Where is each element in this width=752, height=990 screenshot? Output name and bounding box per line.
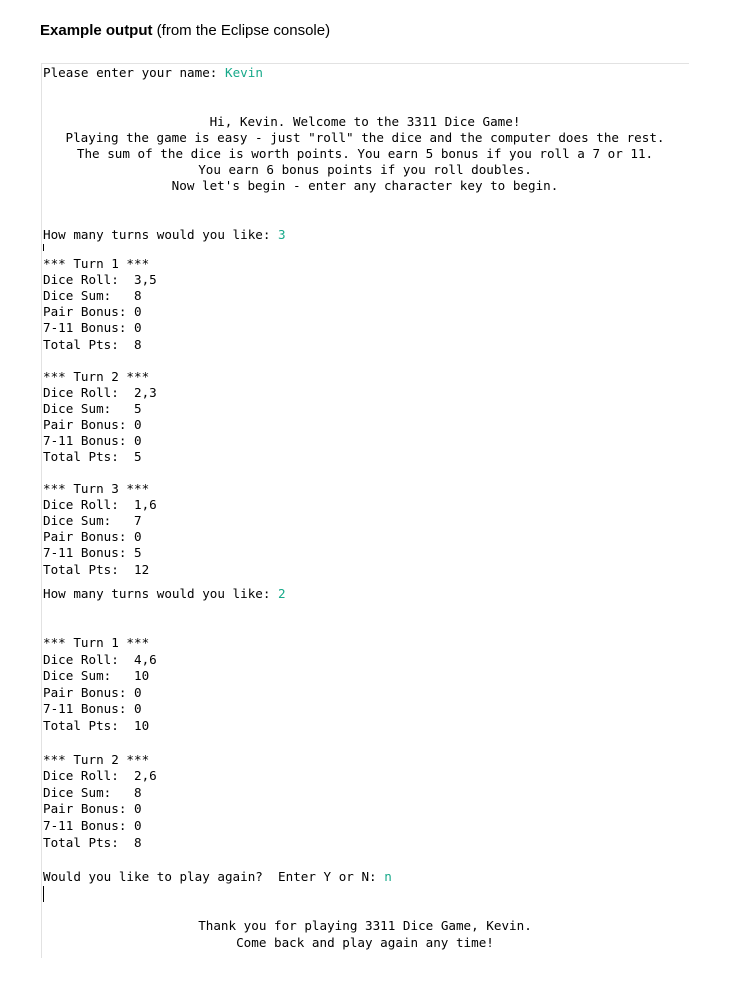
turns-prompt: How many turns would you like: — [43, 227, 279, 242]
dice-sum-line: Dice Sum: 5 — [43, 401, 142, 416]
heading-rest: (from the Eclipse console) — [152, 22, 331, 39]
seven-eleven-bonus-line: 7-11 Bonus: 0 — [43, 433, 142, 448]
turns-prompt-line — [43, 586, 286, 602]
welcome-line: Now let's begin - enter any character key to begin. — [171, 178, 559, 193]
text-cursor — [43, 244, 44, 251]
total-pts-line: Total Pts: 8 — [43, 835, 142, 850]
turn-header: *** Turn 2 *** — [43, 369, 150, 384]
name-prompt: Please enter your name: — [43, 65, 225, 80]
example-heading — [40, 21, 330, 41]
name-prompt-line — [43, 65, 263, 81]
goodbye-line: Come back and play again any time! — [236, 935, 494, 950]
dice-roll-line: Dice Roll: 1,6 — [43, 497, 157, 512]
play-again-prompt: Would you like to play again? Enter Y or N: — [43, 869, 385, 884]
turn-header: *** Turn 1 *** — [43, 256, 150, 271]
total-pts-line: Total Pts: 5 — [43, 449, 142, 464]
turn-header: *** Turn 3 *** — [43, 481, 150, 496]
turns-prompt: How many turns would you like: — [43, 586, 279, 601]
dice-sum-line: Dice Sum: 8 — [43, 785, 142, 800]
dice-roll-line: Dice Roll: 2,6 — [43, 768, 157, 783]
welcome-line: Hi, Kevin. Welcome to the 3311 Dice Game! — [209, 114, 521, 129]
pair-bonus-line: Pair Bonus: 0 — [43, 417, 142, 432]
dice-roll-line: Dice Roll: 2,3 — [43, 385, 157, 400]
welcome-line: You earn 6 bonus points if you roll doubles. — [198, 162, 532, 177]
play-again-input: n — [384, 869, 392, 884]
dice-sum-line: Dice Sum: 8 — [43, 288, 142, 303]
total-pts-line: Total Pts: 10 — [43, 718, 150, 733]
welcome-line: Playing the game is easy - just "roll" the dice and the computer does the rest. — [65, 130, 665, 145]
turns-prompt-line — [43, 227, 286, 243]
pair-bonus-line: Pair Bonus: 0 — [43, 529, 142, 544]
turn-header: *** Turn 2 *** — [43, 752, 150, 767]
pair-bonus-line: Pair Bonus: 0 — [43, 304, 142, 319]
dice-roll-line: Dice Roll: 4,6 — [43, 652, 157, 667]
dice-sum-line: Dice Sum: 7 — [43, 513, 142, 528]
name-input: Kevin — [224, 65, 263, 80]
text-cursor — [43, 886, 44, 902]
turn-header: *** Turn 1 *** — [43, 635, 150, 650]
pair-bonus-line: Pair Bonus: 0 — [43, 801, 142, 816]
goodbye-line: Thank you for playing 3311 Dice Game, Kevin. — [198, 918, 532, 933]
dice-roll-line: Dice Roll: 3,5 — [43, 272, 157, 287]
turns-input: 3 — [278, 227, 286, 242]
pair-bonus-line: Pair Bonus: 0 — [43, 685, 142, 700]
heading-bold: Example output — [40, 22, 153, 39]
seven-eleven-bonus-line: 7-11 Bonus: 0 — [43, 818, 142, 833]
turns-input: 2 — [278, 586, 286, 601]
dice-sum-line: Dice Sum: 10 — [43, 668, 150, 683]
seven-eleven-bonus-line: 7-11 Bonus: 0 — [43, 320, 142, 335]
play-again-line — [43, 869, 392, 885]
seven-eleven-bonus-line: 7-11 Bonus: 0 — [43, 701, 142, 716]
total-pts-line: Total Pts: 12 — [43, 562, 150, 577]
seven-eleven-bonus-line: 7-11 Bonus: 5 — [43, 545, 142, 560]
total-pts-line: Total Pts: 8 — [43, 337, 142, 352]
welcome-line: The sum of the dice is worth points. You earn 5 bonus if you roll a 7 or 11. — [76, 146, 654, 161]
